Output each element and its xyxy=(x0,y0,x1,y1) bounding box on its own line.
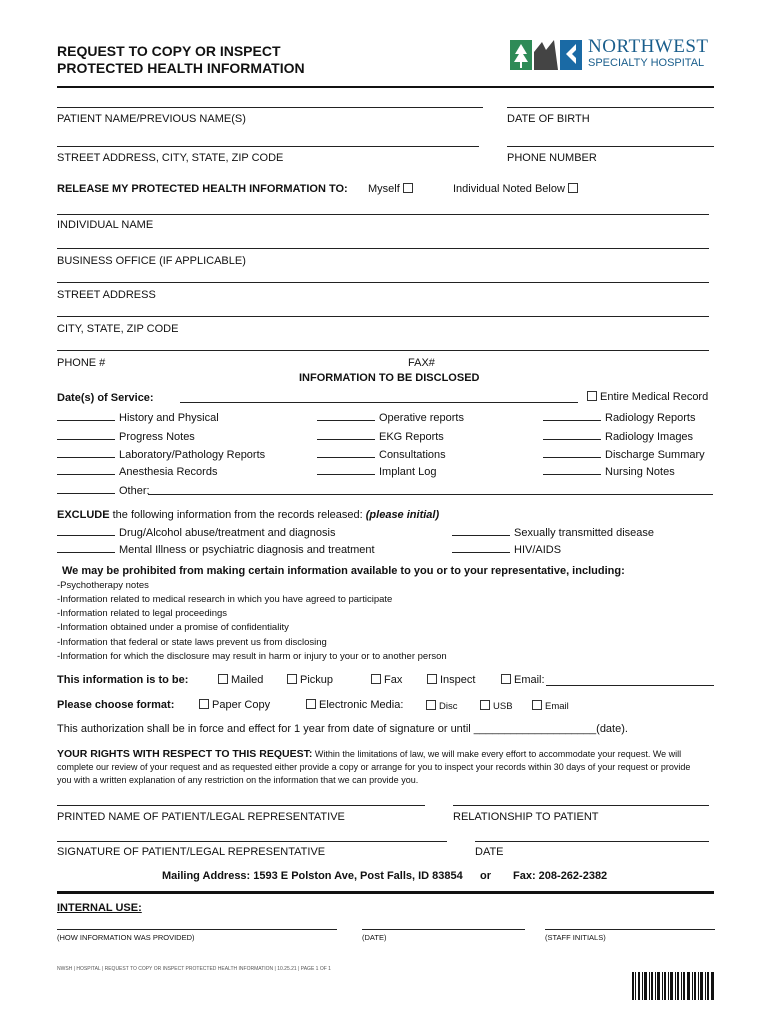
email-label: Email: xyxy=(514,674,545,686)
exclude-lead: EXCLUDE xyxy=(57,509,110,521)
initial-blank[interactable] xyxy=(543,429,601,440)
patient-name-label: PATIENT NAME/PREVIOUS NAME(S) xyxy=(57,113,246,125)
exclude-text: the following information from the records released: xyxy=(112,509,363,521)
exclude-option[interactable] xyxy=(452,525,654,540)
paper-copy-checkbox[interactable] xyxy=(199,699,209,709)
record-option[interactable] xyxy=(317,410,464,425)
rights-line3: you with a written explanation of any restriction on the information that we can provide you. xyxy=(57,775,419,785)
record-option[interactable] xyxy=(543,410,696,425)
phone-fax-line[interactable] xyxy=(57,350,709,351)
delivery-label: This information is to be: xyxy=(57,674,189,686)
individual-name-line[interactable] xyxy=(57,214,709,215)
format-paper-option[interactable] xyxy=(196,699,270,712)
logo-mark-icon xyxy=(510,38,590,72)
fax-checkbox[interactable] xyxy=(371,674,381,684)
how-provided-label: (HOW INFORMATION WAS PROVIDED) xyxy=(57,933,195,942)
internal-use-heading: INTERNAL USE: xyxy=(57,902,142,914)
release-label: RELEASE MY PROTECTED HEALTH INFORMATION TO: xyxy=(57,183,348,195)
initial-blank[interactable] xyxy=(317,447,375,458)
format-label: Please choose format: xyxy=(57,699,175,711)
relationship-label: RELATIONSHIP TO PATIENT xyxy=(453,811,599,823)
initial-blank[interactable] xyxy=(452,525,510,536)
release-individual-label: Individual Noted Below xyxy=(453,183,565,195)
mailed-label: Mailed xyxy=(231,674,264,686)
release-myself-label: Myself xyxy=(368,183,400,195)
recipient-phone-label: PHONE # xyxy=(57,357,106,369)
rights-heading: YOUR RIGHTS WITH RESPECT TO THIS REQUEST: xyxy=(57,748,313,760)
other-option[interactable] xyxy=(57,483,150,498)
footer-text: NWSH | HOSPITAL | REQUEST TO COPY OR INSPECT PROTECTED HEALTH INFORMATION | 10.25.21 | PAGE 1 OF 1 xyxy=(57,966,331,972)
internal-date-label: (DATE) xyxy=(362,933,387,942)
form-title-line2: PROTECTED HEALTH INFORMATION xyxy=(57,60,305,76)
how-provided-line[interactable] xyxy=(57,929,337,930)
record-option[interactable] xyxy=(543,447,705,462)
phone-label: PHONE NUMBER xyxy=(507,152,597,164)
mailing-or: or xyxy=(480,870,491,882)
initial-blank[interactable] xyxy=(57,410,115,421)
signature-label: SIGNATURE OF PATIENT/LEGAL REPRESENTATIVE xyxy=(57,846,326,858)
exclude-label: Drug/Alcohol abuse/treatment and diagnosis xyxy=(119,527,336,539)
electronic-media-label: Electronic Media: xyxy=(319,699,404,711)
exclude-option[interactable] xyxy=(57,542,375,557)
internal-date-line[interactable] xyxy=(362,929,525,930)
exclude-option[interactable] xyxy=(452,542,561,557)
record-label: EKG Reports xyxy=(379,431,444,443)
exclude-option[interactable] xyxy=(57,525,335,540)
record-label: Anesthesia Records xyxy=(119,466,218,478)
initial-blank[interactable] xyxy=(57,525,115,536)
printed-name-label: PRINTED NAME OF PATIENT/LEGAL REPRESENTATIVE xyxy=(57,811,345,823)
barcode-icon xyxy=(632,972,714,1000)
rights-paragraph-line1 xyxy=(57,748,681,760)
record-option[interactable] xyxy=(57,410,219,425)
record-label: Radiology Images xyxy=(605,431,694,443)
other-label: Other: xyxy=(119,485,150,497)
delivery-fax-option[interactable] xyxy=(368,674,402,687)
format-email-checkbox[interactable] xyxy=(532,700,542,710)
business-office-line[interactable] xyxy=(57,248,709,249)
mailing-address: Mailing Address: 1593 E Polston Ave, Post Falls, ID 83854 xyxy=(162,870,463,882)
record-label: Implant Log xyxy=(379,466,437,478)
signature-line[interactable] xyxy=(57,841,447,842)
individual-checkbox[interactable] xyxy=(568,183,578,193)
staff-initials-label: (STAFF INITIALS) xyxy=(545,933,606,942)
disc-label: Disc xyxy=(439,701,458,712)
pickup-label: Pickup xyxy=(300,674,334,686)
record-option[interactable] xyxy=(317,447,446,462)
format-email-label: Email xyxy=(545,701,569,712)
initial-blank[interactable] xyxy=(543,447,601,458)
initial-blank[interactable] xyxy=(317,429,375,440)
inspect-checkbox[interactable] xyxy=(427,674,437,684)
initial-blank[interactable] xyxy=(543,410,601,421)
prohibited-item: -Information related to medical research in which you have agreed to participate xyxy=(57,594,393,605)
exclude-label: Sexually transmitted disease xyxy=(514,527,655,539)
format-usb-option[interactable] xyxy=(477,700,513,713)
delivery-pickup-option[interactable] xyxy=(284,674,333,687)
business-office-label: BUSINESS OFFICE (IF APPLICABLE) xyxy=(57,255,246,267)
email-checkbox[interactable] xyxy=(501,674,511,684)
prohibited-item: -Psychotherapy notes xyxy=(57,580,149,591)
fax-label: Fax xyxy=(384,674,403,686)
initial-blank[interactable] xyxy=(57,464,115,475)
barcode xyxy=(632,972,714,1000)
initial-blank[interactable] xyxy=(57,542,115,553)
dob-line[interactable] xyxy=(507,107,714,108)
initial-blank[interactable] xyxy=(317,464,375,475)
address-line[interactable] xyxy=(57,146,479,147)
record-option[interactable] xyxy=(57,447,265,462)
usb-checkbox[interactable] xyxy=(480,700,490,710)
header-divider xyxy=(57,86,714,88)
format-disc-option[interactable] xyxy=(423,700,457,713)
exclude-note: (please initial) xyxy=(365,509,440,521)
paper-copy-label: Paper Copy xyxy=(212,699,271,711)
record-option[interactable] xyxy=(57,429,195,444)
prohibited-heading-text: We may be prohibited from making certain information available to you or to your representative, including xyxy=(62,565,622,577)
printed-name-line[interactable] xyxy=(57,805,425,806)
format-email-option[interactable] xyxy=(529,700,569,713)
form-title-line1: REQUEST TO COPY OR INSPECT xyxy=(57,43,281,59)
delivery-email-option[interactable] xyxy=(498,674,545,687)
staff-initials-line[interactable] xyxy=(545,929,715,930)
dates-of-service-line[interactable] xyxy=(180,402,578,403)
authorization-text: This authorization shall be in force and effect for 1 year from date of signature or until ____________________(date). xyxy=(57,723,628,735)
city-label: CITY, STATE, ZIP CODE xyxy=(57,323,179,335)
initial-blank[interactable] xyxy=(57,447,115,458)
relationship-line[interactable] xyxy=(453,805,709,806)
entire-record-checkbox[interactable] xyxy=(587,391,597,401)
internal-divider xyxy=(57,891,714,894)
release-individual-option[interactable] xyxy=(453,183,581,196)
record-label: Nursing Notes xyxy=(605,466,675,478)
record-label: Discharge Summary xyxy=(605,449,705,461)
hospital-logo xyxy=(510,38,720,74)
rights-line2: complete our review of your request and as requested either provide a copy or arrange for you to inspect your records within 30 days of your request or provide xyxy=(57,762,691,772)
prohibited-item: -Information for which the disclosure may result in harm or injury to your or to another person xyxy=(57,651,447,662)
exclude-label: HIV/AIDS xyxy=(514,544,562,556)
street-address-label: STREET ADDRESS xyxy=(57,289,156,301)
date-label: DATE xyxy=(475,846,504,858)
pickup-checkbox[interactable] xyxy=(287,674,297,684)
prohibited-item: -Information that federal or state laws prevent us from disclosing xyxy=(57,637,327,648)
delivery-mailed-option[interactable] xyxy=(215,674,263,687)
prohibited-item: -Information related to legal proceedings xyxy=(57,608,228,619)
record-label: Laboratory/Pathology Reports xyxy=(119,449,266,461)
individual-name-label: INDIVIDUAL NAME xyxy=(57,219,154,231)
record-option[interactable] xyxy=(57,464,217,479)
city-line[interactable] xyxy=(57,316,709,317)
record-label: Progress Notes xyxy=(119,431,195,443)
format-electronic-option[interactable] xyxy=(303,699,403,712)
record-option[interactable] xyxy=(317,429,444,444)
initial-blank[interactable] xyxy=(57,429,115,440)
prohibited-heading: We may be prohibited from making certain information available to you or to your representative, including: xyxy=(62,565,625,577)
record-label: Radiology Reports xyxy=(605,412,696,424)
disclosed-heading: INFORMATION TO BE DISCLOSED xyxy=(299,372,480,384)
record-option[interactable] xyxy=(543,464,675,479)
delivery-inspect-option[interactable] xyxy=(424,674,475,687)
initial-blank[interactable] xyxy=(317,410,375,421)
logo-subtitle: SPECIALTY HOSPITAL xyxy=(588,57,705,69)
dob-label: DATE OF BIRTH xyxy=(507,113,590,125)
exclude-label: Mental Illness or psychiatric diagnosis and treatment xyxy=(119,544,375,556)
myself-checkbox[interactable] xyxy=(403,183,413,193)
record-option[interactable] xyxy=(317,464,436,479)
inspect-label: Inspect xyxy=(440,674,476,686)
prohibited-item: -Information obtained under a promise of confidentiality xyxy=(57,622,289,633)
initial-blank[interactable] xyxy=(57,483,115,494)
exclude-instruction xyxy=(57,509,439,522)
recipient-fax-label: FAX# xyxy=(408,357,435,369)
record-option[interactable] xyxy=(543,429,693,444)
email-address-line[interactable] xyxy=(546,685,714,686)
release-myself-option[interactable] xyxy=(368,183,416,196)
mailed-checkbox[interactable] xyxy=(218,674,228,684)
record-label: Operative reports xyxy=(379,412,464,424)
initial-blank[interactable] xyxy=(452,542,510,553)
usb-label: USB xyxy=(493,701,513,712)
patient-name-line[interactable] xyxy=(57,107,483,108)
dates-of-service-label: Date(s) of Service: xyxy=(57,392,154,404)
record-label: History and Physical xyxy=(119,412,219,424)
rights-line1: Within the limitations of law, we will make every effort to accommodate your request. We will xyxy=(314,749,682,759)
entire-record-label: Entire Medical Record xyxy=(600,391,709,403)
electronic-media-checkbox[interactable] xyxy=(306,699,316,709)
other-line[interactable] xyxy=(148,494,713,495)
disc-checkbox[interactable] xyxy=(426,700,436,710)
logo-name: NORTHWEST xyxy=(588,36,709,57)
record-label: Consultations xyxy=(379,449,446,461)
address-label: STREET ADDRESS, CITY, STATE, ZIP CODE xyxy=(57,152,284,164)
mailing-fax: Fax: 208-262-2382 xyxy=(513,870,608,882)
initial-blank[interactable] xyxy=(543,464,601,475)
phone-line[interactable] xyxy=(507,146,714,147)
street-address-line[interactable] xyxy=(57,282,709,283)
date-line[interactable] xyxy=(475,841,709,842)
entire-record-option[interactable] xyxy=(584,391,708,404)
